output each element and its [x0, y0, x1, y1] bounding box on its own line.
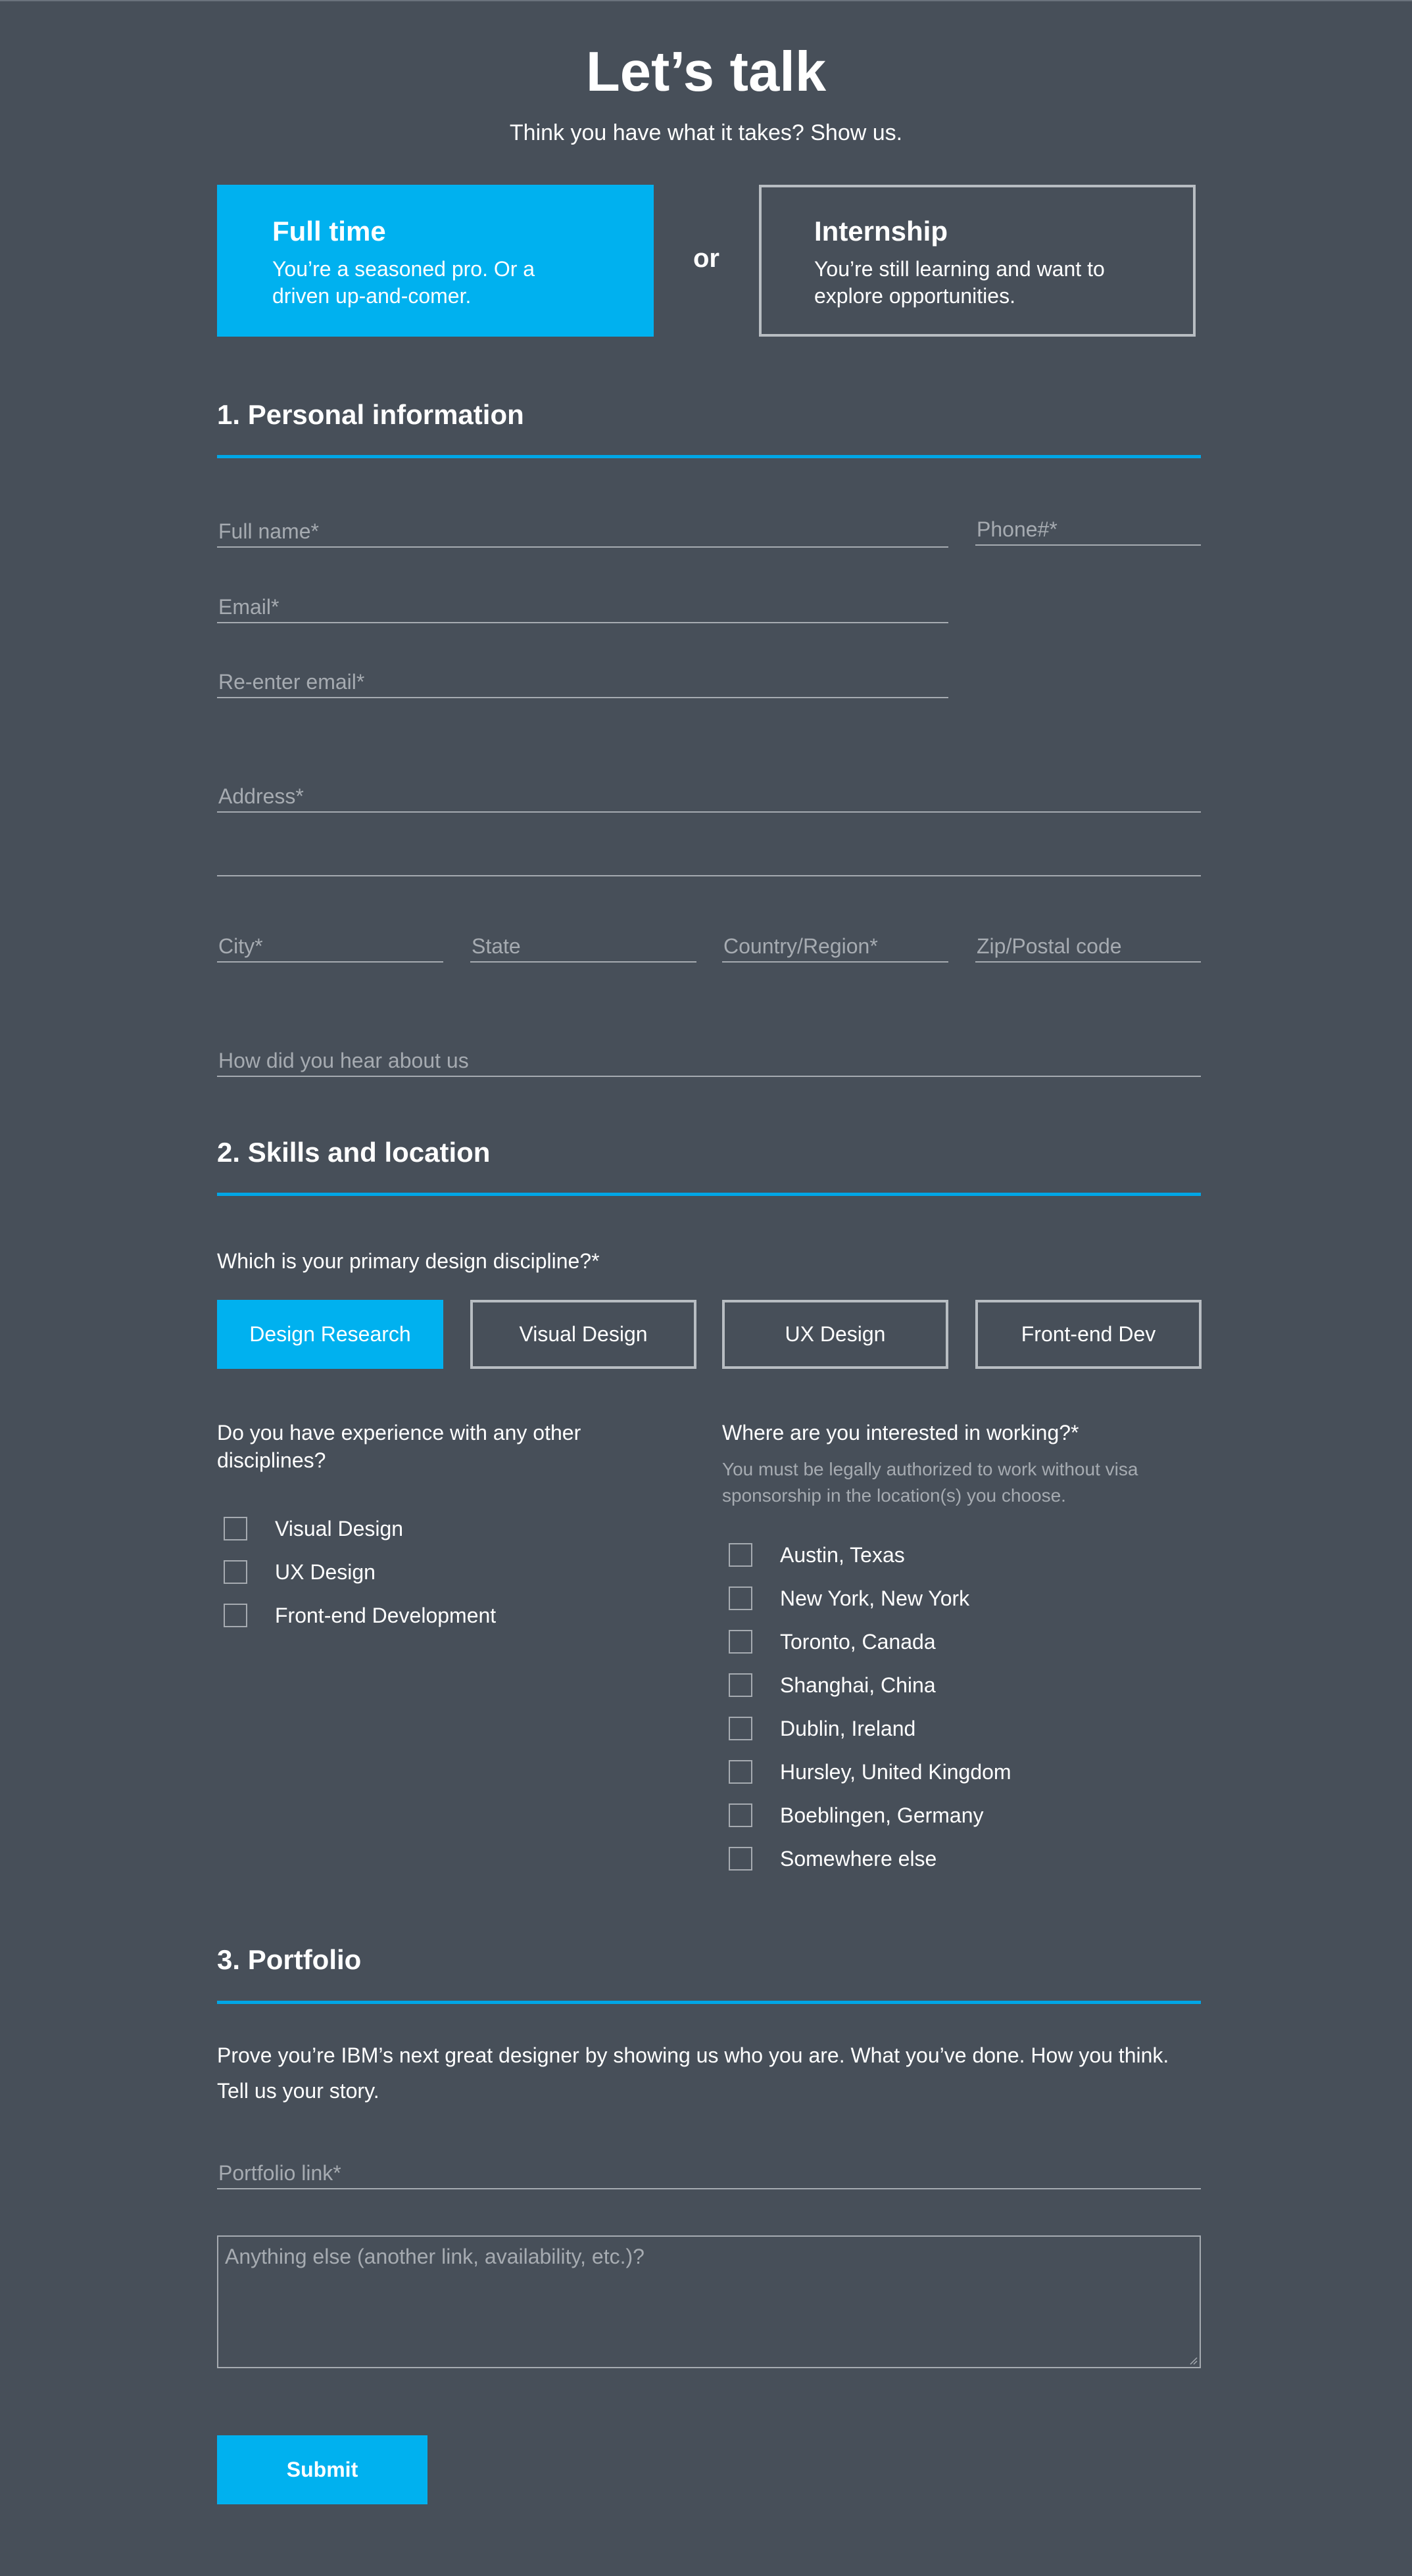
email-field [217, 590, 948, 623]
address-line-2-input[interactable] [217, 845, 1201, 875]
reenter-email-field [217, 665, 948, 698]
discipline-visual-design-button[interactable]: Visual Design [470, 1300, 696, 1369]
checkbox-label: UX Design [275, 1560, 376, 1584]
page-subtitle: Think you have what it takes? Show us. [509, 120, 903, 145]
city-field [217, 930, 443, 963]
checkbox-location-new-york[interactable] [729, 1584, 1011, 1613]
zip-field [975, 930, 1201, 963]
portfolio-link-input[interactable] [217, 2158, 1201, 2188]
top-border [0, 0, 1412, 1]
checkbox-label: Toronto, Canada [780, 1629, 936, 1654]
full-time-title: Full time [272, 216, 386, 247]
checkbox-icon[interactable] [729, 1586, 752, 1610]
discipline-ux-design-button[interactable]: UX Design [722, 1300, 948, 1369]
checkbox-ux-design[interactable] [224, 1558, 496, 1586]
checkbox-icon[interactable] [729, 1803, 752, 1827]
checkbox-icon[interactable] [729, 1717, 752, 1740]
page-title: Let’s talk [585, 41, 827, 103]
portfolio-description: Prove you’re IBM’s next great designer by showing us who you are. What you’ve done. How you think. Tell us your story. [217, 2043, 1169, 2103]
checkbox-icon[interactable] [729, 1847, 752, 1871]
checkbox-location-boeblingen[interactable] [729, 1801, 1011, 1830]
checkbox-icon[interactable] [224, 1604, 247, 1627]
checkbox-location-shanghai[interactable] [729, 1671, 1011, 1700]
phone-input[interactable] [975, 514, 1201, 544]
checkbox-label: Somewhere else [780, 1846, 937, 1871]
checkbox-icon[interactable] [224, 1560, 247, 1584]
full-time-option[interactable] [217, 185, 654, 337]
anything-else-textarea[interactable] [218, 2237, 1200, 2367]
personal-info-heading: 1. Personal information [217, 399, 524, 430]
checkbox-location-somewhere-else[interactable] [729, 1844, 1011, 1873]
checkbox-label: Hursley, United Kingdom [780, 1759, 1011, 1784]
checkbox-icon[interactable] [224, 1517, 247, 1540]
anything-else-field [217, 2235, 1201, 2368]
checkbox-location-hursley[interactable] [729, 1757, 1011, 1786]
or-separator: or [693, 244, 719, 273]
other-disciplines-question: Do you have experience with any other disciplines? [217, 1421, 581, 1472]
location-list [729, 1540, 1011, 1873]
checkbox-label: New York, New York [780, 1586, 970, 1610]
resize-handle-icon[interactable] [1188, 2356, 1198, 2365]
checkbox-icon[interactable] [729, 1543, 752, 1567]
checkbox-location-dublin[interactable] [729, 1714, 1011, 1743]
checkbox-frontend-development[interactable] [224, 1601, 496, 1630]
address-input[interactable] [217, 781, 1201, 811]
checkbox-icon[interactable] [729, 1630, 752, 1654]
state-field [470, 930, 696, 963]
checkbox-label: Front-end Development [275, 1603, 497, 1627]
checkbox-icon[interactable] [729, 1673, 752, 1697]
checkbox-visual-design[interactable] [224, 1514, 496, 1543]
full-name-field [217, 515, 948, 548]
checkbox-label: Dublin, Ireland [780, 1716, 916, 1740]
internship-option[interactable] [759, 185, 1196, 337]
city-input[interactable] [217, 931, 443, 961]
checkbox-icon[interactable] [729, 1760, 752, 1784]
country-input[interactable] [722, 931, 948, 961]
portfolio-heading: 3. Portfolio [217, 1944, 362, 1975]
country-field [722, 930, 948, 963]
location-question: Where are you interested in working?* [722, 1421, 1079, 1444]
phone-field [975, 513, 1201, 546]
checkbox-location-austin[interactable] [729, 1540, 1011, 1569]
address-field [217, 780, 1201, 813]
checkbox-location-toronto[interactable] [729, 1627, 1011, 1656]
internship-title: Internship [814, 216, 948, 247]
location-note: You must be legally authorized to work without visa sponsorship in the location(s) you choose. [722, 1459, 1138, 1506]
checkbox-label: Austin, Texas [780, 1542, 905, 1567]
discipline-design-research-button[interactable]: Design Research [217, 1300, 443, 1369]
reenter-email-input[interactable] [217, 667, 948, 697]
skills-heading: 2. Skills and location [217, 1137, 491, 1168]
full-time-description: You’re a seasoned pro. Or a driven up-and-comer. [272, 257, 535, 308]
discipline-frontend-dev-button[interactable]: Front-end Dev [975, 1300, 1202, 1369]
skills-divider [217, 1193, 1201, 1196]
personal-info-divider [217, 455, 1201, 458]
portfolio-divider [217, 2001, 1201, 2004]
full-name-input[interactable] [217, 516, 948, 546]
zip-input[interactable] [975, 931, 1201, 961]
checkbox-label: Shanghai, China [780, 1673, 936, 1697]
checkbox-label: Visual Design [275, 1516, 404, 1540]
referral-field [217, 1044, 1201, 1077]
referral-input[interactable] [217, 1045, 1201, 1076]
submit-button[interactable]: Submit [217, 2435, 427, 2504]
internship-description: You’re still learning and want to explore opportunities. [814, 257, 1105, 308]
portfolio-link-field [217, 2157, 1201, 2189]
primary-discipline-question: Which is your primary design discipline?* [217, 1249, 600, 1273]
other-disciplines-list [224, 1514, 496, 1630]
email-input[interactable] [217, 592, 948, 622]
address-line-2-field [217, 844, 1201, 876]
state-input[interactable] [470, 931, 696, 961]
checkbox-label: Boeblingen, Germany [780, 1803, 984, 1827]
